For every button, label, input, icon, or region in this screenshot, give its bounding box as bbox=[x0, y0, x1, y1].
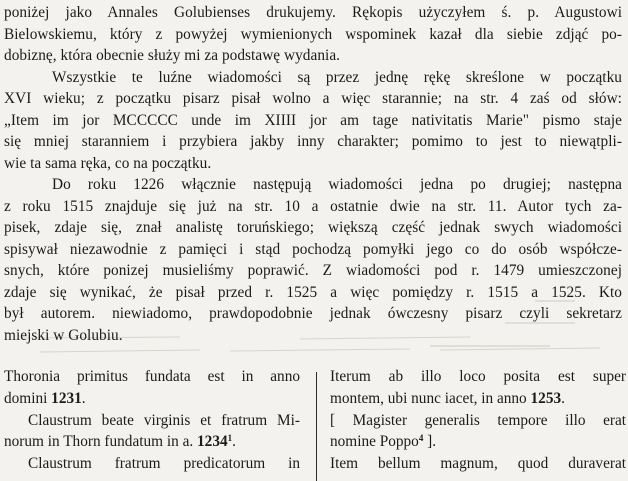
prose-line: wie ta sama ręka, co na początku. bbox=[4, 154, 212, 172]
right-column bbox=[330, 366, 626, 475]
footnote-marker: 1 bbox=[227, 433, 233, 444]
left-column bbox=[4, 366, 300, 475]
prose-line: snych, które ponizej musieliśmy poprawić. Z wiadomości pod r. 1479 umieszczonej bbox=[4, 262, 622, 279]
footnote-marker: 4 bbox=[418, 433, 424, 444]
prose-line: poniżej jako Annales Golubienses drukujemy. Rękopis użyczyłem ś. p. Augustowi bbox=[4, 4, 622, 21]
right-column-line: montem, ubi nunc iacet, in anno 1253. bbox=[330, 389, 565, 407]
left-column-line: domini 1231. bbox=[4, 389, 86, 407]
left-column-line: norum in Thorn fundatum in a. 1234$^1$. bbox=[4, 433, 236, 451]
year-number: 1234 bbox=[197, 433, 228, 451]
annales-text-columns bbox=[4, 366, 626, 481]
prose-line: dobiznę, która obecnie służy mi za podstawę wydania. bbox=[4, 47, 341, 64]
prose-line: był autorem. niewiadomo, prawdopodobnie jednak ówczesny pisarz czyli sekretarz bbox=[4, 305, 622, 322]
left-column-line: Claustrum fratrum predicatorum in bbox=[28, 455, 300, 473]
right-column-line: [ Magister generalis tempore illo erat bbox=[330, 411, 626, 429]
prose-line: „Item im jor MCCCCC unde im XIIII jor am tage nativitatis Marie" pismo staje bbox=[4, 111, 622, 129]
prose-line: zdaje się wynikać, że pisał przed r. 1525 a więc pomiędzy r. 1515 a 1525. Kto bbox=[4, 283, 622, 301]
prose-line: XVI wieku; z początku pisarz pisał wolno a więc starannie; na str. 4 zaś od słów: bbox=[4, 90, 622, 107]
prose-line: Do roku 1226 włącznie następują wiadomości jedna po drugiej; następna bbox=[52, 176, 622, 193]
prose-line: z roku 1515 znajduje się już na str. 10 a ostatnie dwie na str. 11. Autor tych za- bbox=[4, 197, 622, 215]
right-column-line: nomine Poppo$^4$ ]. bbox=[330, 433, 437, 451]
prose-line: miejski w Golubiu. bbox=[4, 326, 123, 344]
column-divider bbox=[316, 372, 317, 481]
year-number: 1253 bbox=[530, 389, 562, 407]
prose-line: Bielowskiemu, który z powyżej wymienionych wspominek kazał dla siebie zdjąć po- bbox=[4, 25, 622, 43]
prose-line: pisek, zdaje się, znał analistę toruńskiego; większą część jednak swych wiadomości bbox=[4, 219, 622, 236]
prose-line: się mniej staranniem i przybiera jakby inny charakter; pomimo to jest to niewątpli- bbox=[4, 133, 622, 150]
left-column-line: Thoronia primitus fundata est in anno bbox=[4, 368, 300, 385]
right-column-line: Item bellum magnum, quod duraverat bbox=[330, 455, 626, 473]
prose-line: Wszystkie te luźne wiadomości są przez jednę rękę skreślone w początku bbox=[52, 68, 622, 86]
introduction-text bbox=[4, 2, 622, 346]
left-column-line: Claustrum beate virginis et fratrum Mi- bbox=[28, 411, 300, 429]
year-number: 1231 bbox=[51, 389, 82, 407]
right-column-line: Iterum ab illo loco posita est super bbox=[330, 368, 626, 385]
prose-line: spisywał niezawodnie z pamięci i stąd pochodzą pomyłki jego co do osób współcze- bbox=[4, 240, 622, 258]
